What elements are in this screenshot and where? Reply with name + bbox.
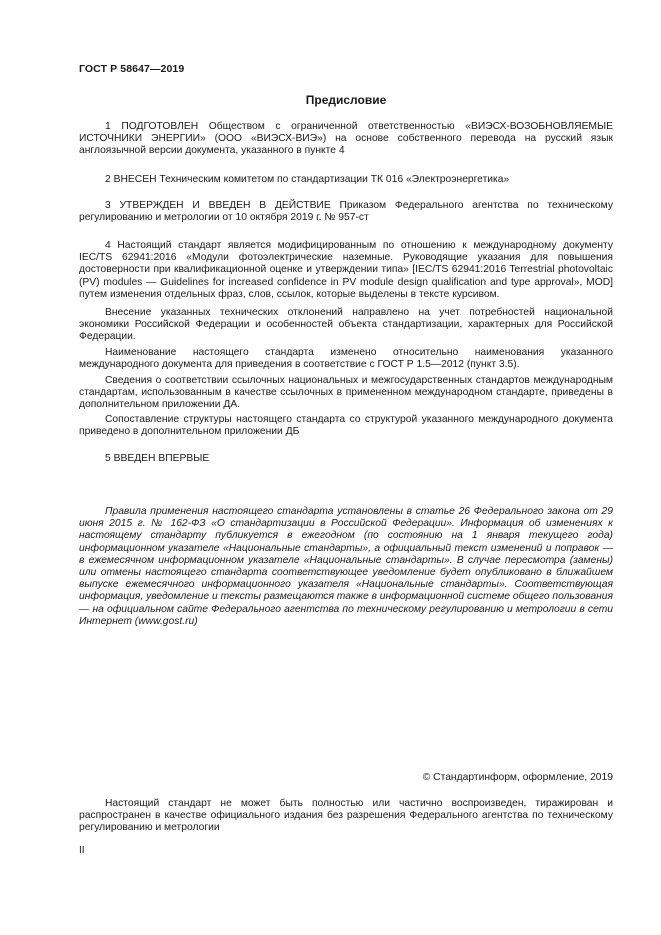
- item-1-prepared-by: 1 ПОДГОТОВЛЕН Обществом с ограниченной ответственностью «ВИЭСХ-ВОЗОБНОВЛЯЕМЫЕ ИСТОЧНИКИ ЭНЕРГИИ» (ООО «ВИЭСХ-ВИЭ») на основе собственного перевода на русский язык англоязычной версии документа, указанного в пункте 4: [79, 121, 613, 157]
- reproduction-notice: Настоящий стандарт не может быть полностью или частично воспроизведен, тиражирован и распространен в качестве официального издания без разрешения Федерального агентства по техническому регулированию и метрологии: [79, 798, 613, 834]
- item-4-modification: 4 Настоящий стандарт является модифицированным по отношению к международному документу IEC/TS 62941:2016 «Модули фотоэлектрические наземные. Руководящие указания для повышения достоверности при квалификационной оценке и утверждении типа» [IEC/TS 62941:2016 Terrestrial photovoltaic (PV) modules — Guidelines for increased confidence in PV module design qualification and type approval», MOD] путем изменения отдельных фраз, слов, ссылок, которые выделены в тексте курсивом.: [79, 240, 613, 300]
- item-4-deviations: Внесение указанных технических отклонений направлено на учет потребностей национальной экономики Российской Федерации и особенностей объекта стандартизации, характерных для Российской Федерации.: [79, 307, 613, 343]
- item-2-introduced-by: 2 ВНЕСЕН Техническим комитетом по стандартизации ТК 016 «Электроэнергетика»: [105, 174, 510, 185]
- page-number: II: [79, 845, 85, 856]
- item-4-structure: Сопоставление структуры настоящего стандарта со структурой указанного международного документа приведено в дополнительном приложении ДБ: [79, 414, 613, 438]
- item-4-references: Сведения о соответствии ссылочных национальных и межгосударственных стандартов международным стандартам, использованным в качестве ссылочных в примененном международном стандарте, приведены в дополнительном приложении ДА.: [79, 375, 613, 411]
- item-4-name-change: Наименование настоящего стандарта изменено относительно наименования указанного международного документа для приведения в соответствие с ГОСТ Р 1.5—2012 (пункт 3.5).: [79, 347, 613, 371]
- item-5-introduced-first: 5 ВВЕДЕН ВПЕРВЫЕ: [105, 453, 210, 464]
- document-code-header: ГОСТ Р 58647—2019: [79, 63, 185, 75]
- item-3-approved: 3 УТВЕРЖДЕН И ВВЕДЕН В ДЕЙСТВИЕ Приказом Федерального агентства по техническому регулированию и метрологии от 10 октября 2019 г. № 957-ст: [79, 200, 613, 224]
- copyright-line: © Стандартинформ, оформление, 2019: [422, 772, 613, 783]
- page-title: Предисловие: [305, 93, 387, 107]
- rules-of-application-notice: Правила применения настоящего стандарта установлены в статье 26 Федерального закона от 29 июня 2015 г. № 162-ФЗ «О стандартизации в Российской Федерации». Информация об изменениях к настоящему стандарту публикуется в ежегодном (по состоянию на 1 января текущего года) информационном указателе «Национальные стандарты», а официальный текст изменений и поправок — в ежемесячном информационном указателе «Национальные стандарты». В случае пересмотра (замены) или отмены настоящего стандарта соответствующее уведомление будет опубликовано в ближайшем выпуске ежемесячного информационного указателя «Национальные стандарты». Соответствующая информация, уведомление и тексты размещаются также в информационной системе общего пользования — на официальном сайте Федерального агентства по техническому регулированию и метрологии в сети Интернет (www.gost.ru): [79, 506, 613, 627]
